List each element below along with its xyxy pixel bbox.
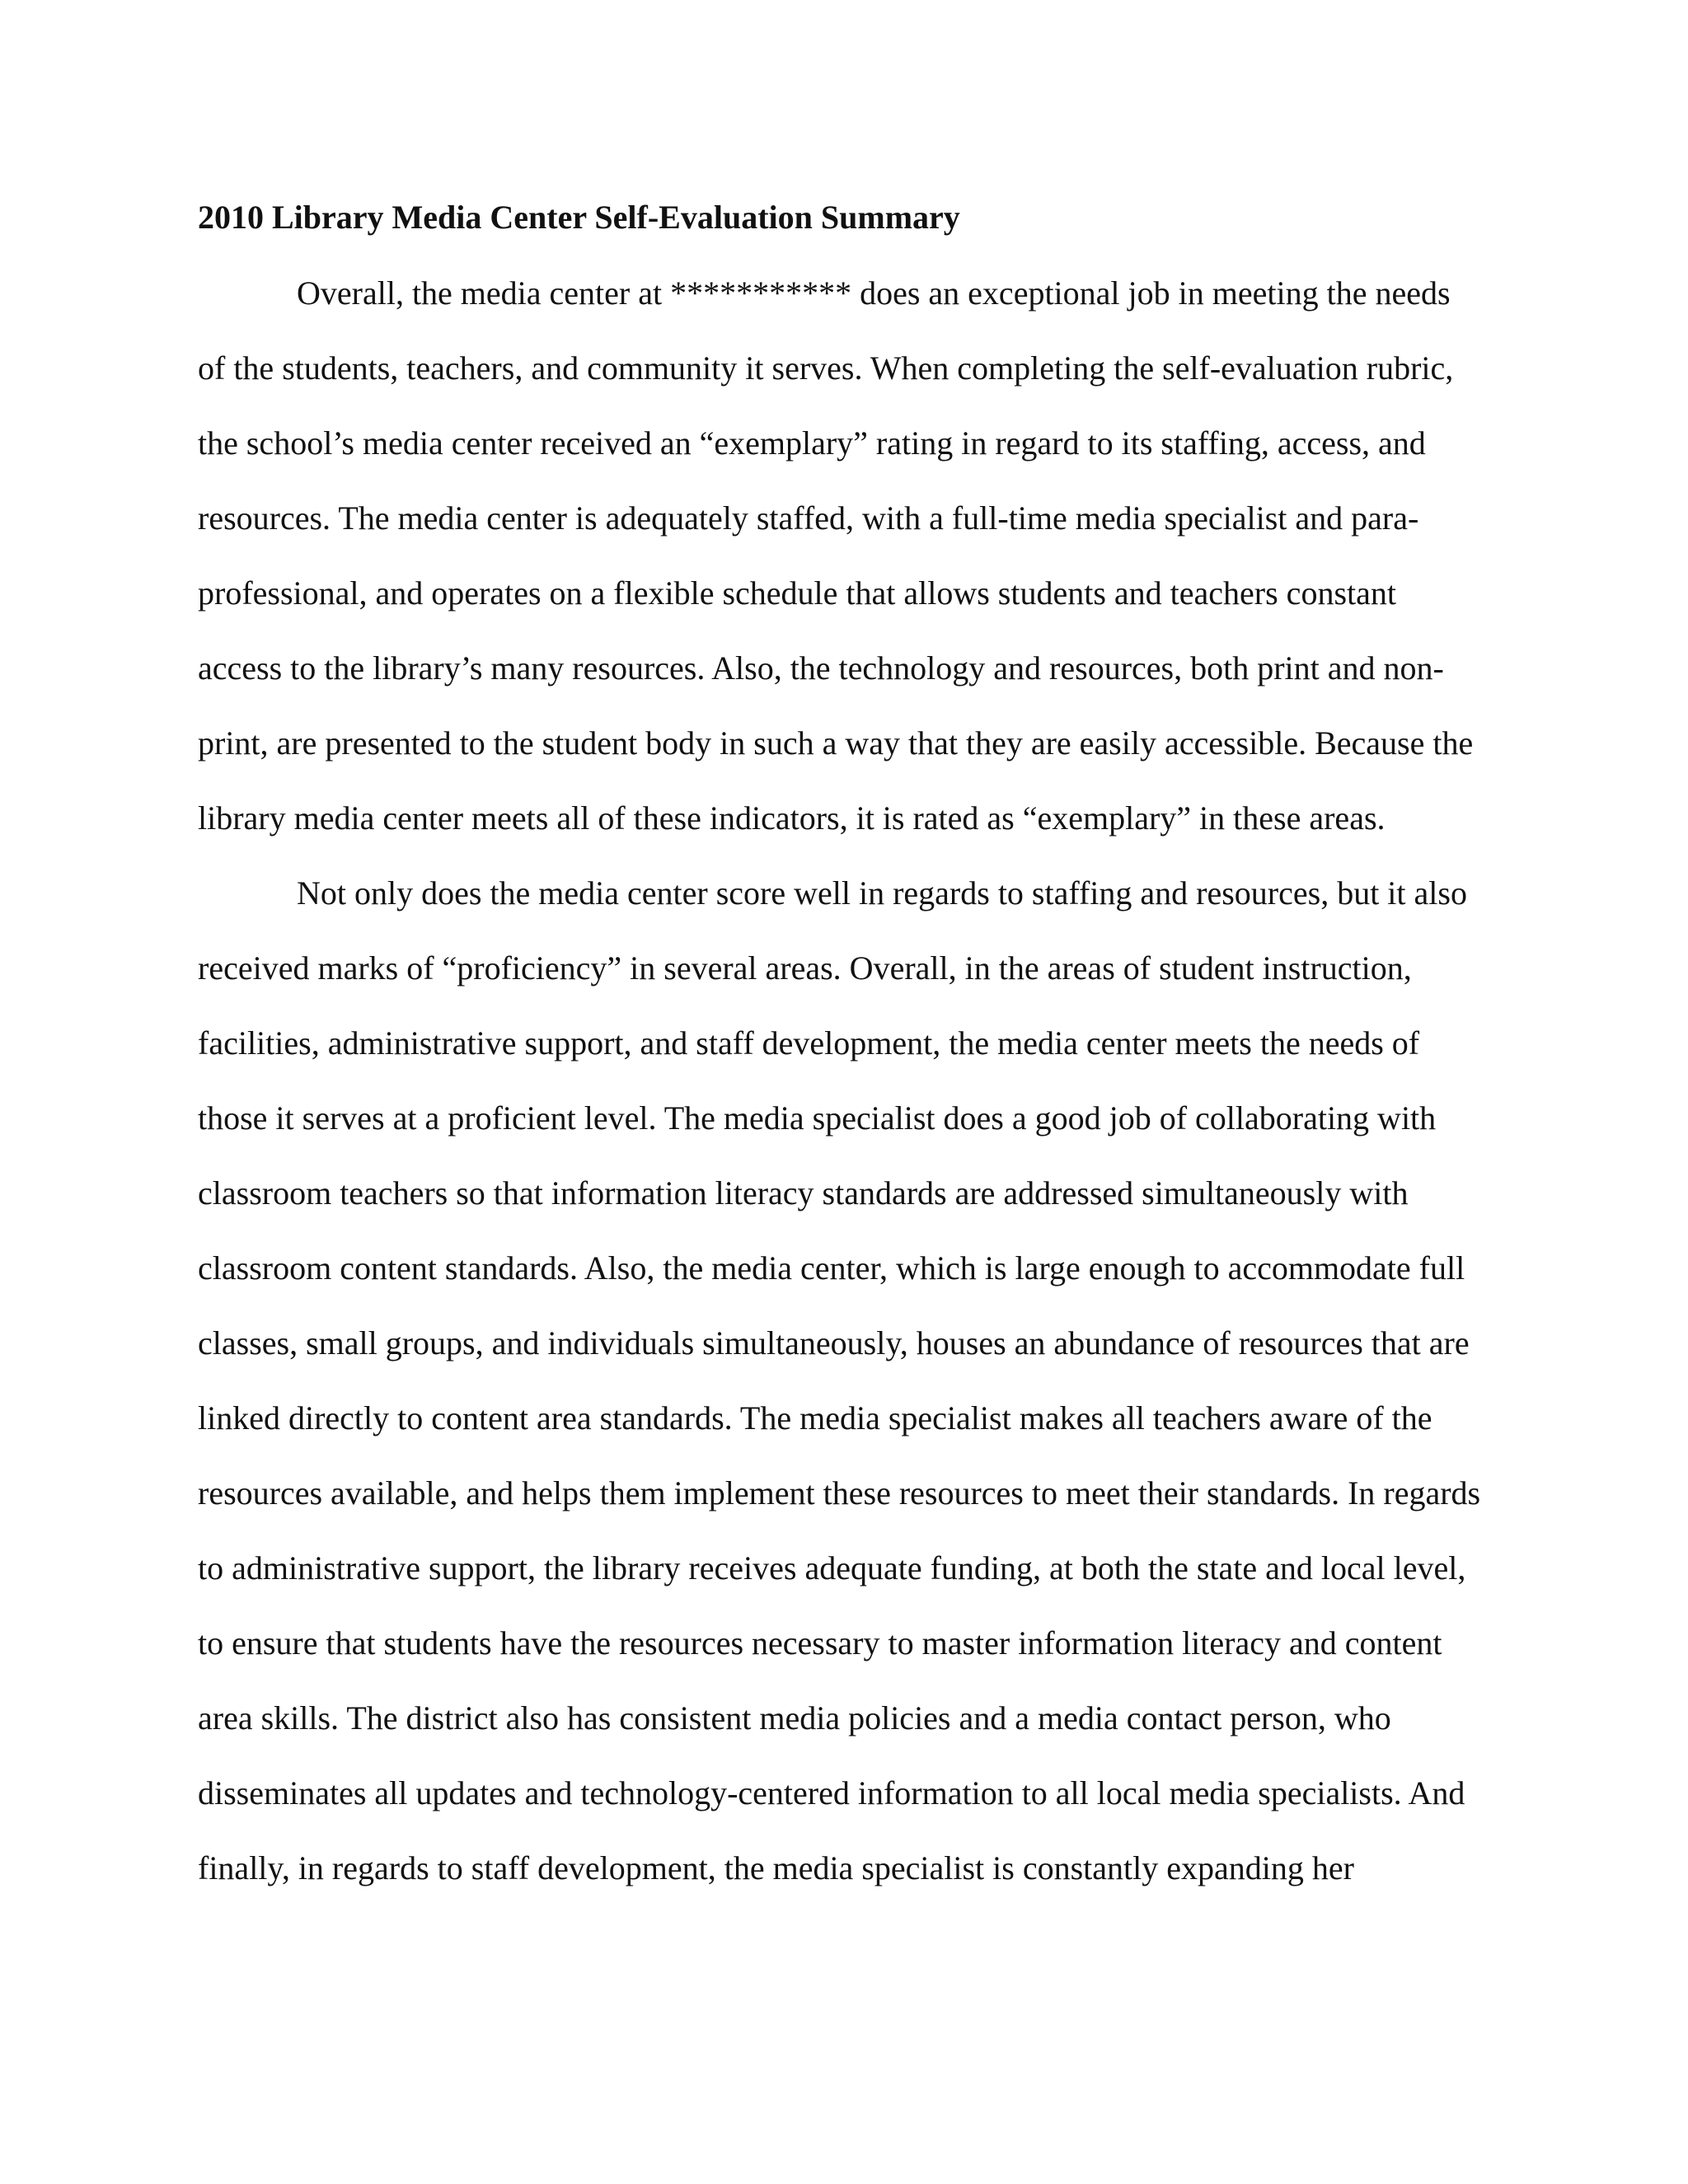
paragraph-2-line-6: classroom content standards. Also, the media center, which is large enough to accommodate full <box>198 1249 1465 1286</box>
paragraph-2-line-7: classes, small groups, and individuals simultaneously, houses an abundance of resources that are <box>198 1324 1470 1361</box>
document-title: 2010 Library Media Center Self-Evaluation Summary <box>198 199 960 236</box>
paragraph-1-line-2: of the students, teachers, and community it serves. When completing the self-evaluation rubric, <box>198 349 1454 387</box>
paragraph-1-line-8: library media center meets all of these indicators, it is rated as “exemplary” in these areas. <box>198 799 1386 837</box>
paragraph-2-line-14: finally, in regards to staff development, the media specialist is constantly expanding her <box>198 1849 1354 1886</box>
paragraph-2-line-11: to ensure that students have the resources necessary to master information literacy and content <box>198 1624 1442 1661</box>
paragraph-1-line-3: the school’s media center received an “exemplary” rating in regard to its staffing, access, and <box>198 424 1426 462</box>
paragraph-2-line-2: received marks of “proficiency” in several areas. Overall, in the areas of student instruction, <box>198 949 1412 987</box>
paragraph-1-line-1: Overall, the media center at *********** does an exceptional job in meeting the needs <box>297 274 1451 312</box>
paragraph-2-line-9: resources available, and helps them implement these resources to meet their standards. In regards <box>198 1474 1481 1511</box>
paragraph-2-line-8: linked directly to content area standards. The media specialist makes all teachers aware of the <box>198 1399 1432 1436</box>
paragraph-1-line-7: print, are presented to the student body in such a way that they are easily accessible. Because the <box>198 724 1474 762</box>
paragraph-1-line-6: access to the library’s many resources. Also, the technology and resources, both print and non- <box>198 649 1444 687</box>
paragraph-2-line-4: those it serves at a proficient level. The media specialist does a good job of collaborating with <box>198 1099 1437 1137</box>
paragraph-2-line-3: facilities, administrative support, and staff development, the media center meets the needs of <box>198 1024 1420 1062</box>
paragraph-2-line-12: area skills. The district also has consistent media policies and a media contact person, who <box>198 1699 1391 1736</box>
paragraph-2-line-5: classroom teachers so that information literacy standards are addressed simultaneously with <box>198 1174 1409 1212</box>
paragraph-1-line-5: professional, and operates on a flexible schedule that allows students and teachers constant <box>198 574 1396 612</box>
paragraph-2-line-1: Not only does the media center score well in regards to staffing and resources, but it also <box>297 874 1467 912</box>
paragraph-2-line-10: to administrative support, the library receives adequate funding, at both the state and local level, <box>198 1549 1466 1586</box>
paragraph-1-line-4: resources. The media center is adequately staffed, with a full-time media specialist and para- <box>198 499 1419 537</box>
paragraph-2-line-13: disseminates all updates and technology-centered information to all local media specialists. And <box>198 1774 1465 1811</box>
